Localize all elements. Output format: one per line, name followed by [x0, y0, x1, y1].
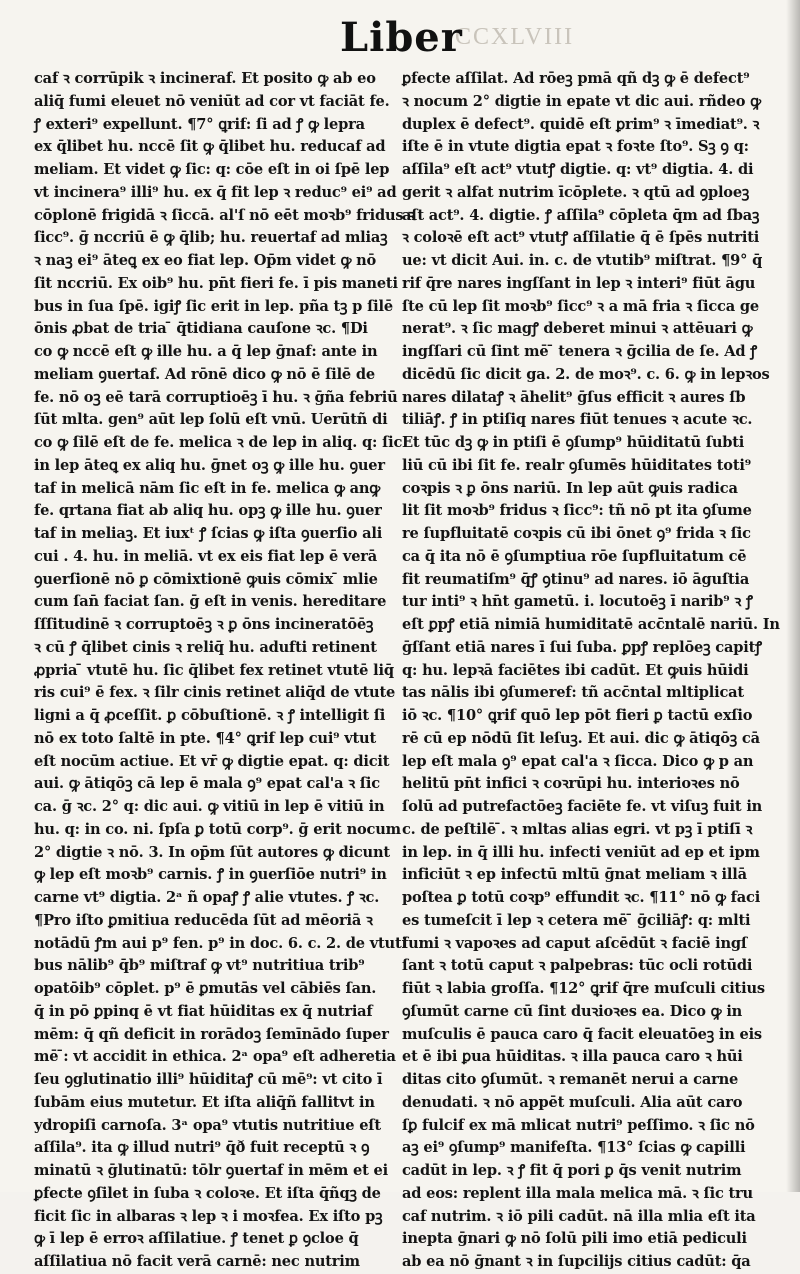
text-line: meliam ꝯuertaf. Ad rōnē dico ꝙ nō ē ſilē de: [34, 365, 375, 383]
text-line: q̄ in pō ꝑpinq ē vt fiat hūiditas ex q̄ nutriaf: [34, 1002, 373, 1020]
text-line: ꝙ lep eſt moꝛb⁹ carnis. ꝭ in ꝯuerſiōe nutri⁹ in: [34, 866, 387, 884]
text-line: ꝛ cū ꝭ q̄libet cinis ꝛ reliq̄ hu. adufti retinent: [34, 638, 377, 656]
text-line: co ꝙ ſilē eſt de fe. melica ꝛ de lep in aliq. q: ſic: [34, 434, 403, 451]
text-line: tas nālis ibi ꝯſumeref: tñ acc̄ntal mltiplicat: [402, 684, 744, 702]
text-line: ſūt mlta. gen⁹ aūt lep ſolū eſt vnū. Uerūtñ di: [34, 411, 388, 429]
text-line: ditas cito ꝯſumūt. ꝛ remanēt nerui a carne: [402, 1071, 739, 1088]
text-line: rē cū ep nōdū ſit leſuꝫ. Et aui. dic ꝙ ātiqōꝫ cā: [402, 729, 760, 747]
text-line: ꝭ exteri⁹ expellunt. ¶7° ꝗrif: ſi ad ꝭ ꝙ lepra: [34, 115, 365, 133]
text-line: gerit ꝛ alfat nutrim īcōplete. ꝛ qtū ad ꝯploeꝫ: [402, 183, 750, 201]
text-line: 2° digtie ꝛ nō. 3. In op̄m ſūt autores ꝙ dicunt: [34, 843, 390, 861]
text-line: ꝓpria ̄ vtutē hu. ſic q̄libet fex retinet vtutē liq̄: [34, 661, 394, 679]
running-head: [0, 10, 800, 60]
text-line: es tumeſcit ī lep ꝛ cetera mē ̄ ḡciliāꝭ: q: mlti: [402, 911, 751, 929]
text-line: ꝙ ī lep ē erroꝛ aſſilatiue. ꝭ tenet ꝑ ꝯcloe q̄: [34, 1230, 359, 1248]
text-line: in lep. in q̄ illi hu. infecti veniūt ad ep et ipm: [402, 843, 760, 861]
text-line: ingſſari cū ſint mē ̄ tenera ꝛ ḡcilia de ſe. Ad ꝭ: [402, 343, 758, 360]
text-line: inepta ḡnari ꝙ nō ſolū pili imo etiā pediculi: [402, 1230, 747, 1248]
text-line: ꝛ naꝫ ei⁹ āteꝗ ex eo fiat lep. Op̄m videt ꝙ nō: [34, 252, 377, 269]
text-line: duplex ē defect⁹. quidē eſt ꝑrim⁹ ꝛ īmediat⁹. ꝛ: [402, 115, 760, 133]
text-line: aſſilatiua nō facit verā carnē: nec nutrim: [34, 1253, 360, 1270]
text-line: ab ea nō ḡnant ꝛ in ſupcilijs citius cadūt: q̄a: [402, 1253, 751, 1270]
text-line: nō ex toto ſaltē in pte. ¶4° ꝗrif lep cui⁹ vtut: [34, 729, 377, 747]
text-line: opatōib⁹ cōplet. p⁹ ē ꝑmutās vel cābiēs ſan.: [34, 980, 377, 997]
text-line: eſt nocūm actiue. Et vr̄ ꝙ digtie epat. q: dicit: [34, 752, 390, 770]
text-line: ligni a q̄ ꝓceſſit. ꝑ cōbuſtionē. ꝛ ꝭ intelligit ſi: [34, 707, 386, 724]
text-line: ꝑfecte aſſilat. Ad rōeꝫ pmā qñ dꝫ ꝙ ē defect⁹: [402, 70, 750, 87]
bleed-through-folio: CCXLVIII: [455, 24, 575, 50]
text-line: ſꝑ fulcif ex mā mlicat nutri⁹ peſſimo. ꝛ ſic nō: [402, 1116, 755, 1134]
page-title: Liber: [340, 14, 463, 61]
text-line: c. de peſtilē ̄. ꝛ mltas alias egri. vt pꝫ ī ptiſī ꝛ: [402, 820, 753, 838]
text-line: et ē ibi ꝑua hūiditas. ꝛ illa pauca caro ꝛ hūi: [402, 1048, 743, 1066]
text-line: iō ꝛc. ¶10° ꝗrif quō lep pōt fieri ꝑ tactū exſio: [402, 707, 753, 724]
text-line: bus in ſua ſpē. igiꝭ ſic erit in lep. pña tꝫ p ſilē: [34, 297, 393, 315]
text-line: ſubām eius mutetur. Et iſta aliq̄ñ fallitvt in: [34, 1093, 375, 1111]
text-line: fe. nō oꝫ eē tarā corruptioēꝫ ī hu. ꝛ ḡña febriū: [34, 388, 398, 406]
text-line: ſolū ad putrefactōeꝫ faciēte fe. vt viſuꝫ fuit in: [402, 798, 763, 815]
text-line: minatū ꝛ ḡlutinatū: tōlr ꝯuertaf in mēm et ei: [34, 1162, 388, 1179]
text-line: hu. q: in co. ni. ſpſa ꝑ totū corp⁹. ḡ erit nocum: [34, 820, 401, 838]
text-line: ꝛ coloꝛē eſt act⁹ vtutꝭ aſſilatie q̄ ē ſpēs nutriti: [402, 229, 760, 247]
text-line: coꝛpis ꝛ ꝑ ōns nariū. In lep aūt ꝙuis radica: [402, 479, 738, 497]
text-line: ḡſſant etiā nares ī ſui ſuba. ꝑpꝭ replōeꝫ capitꝭ: [402, 638, 762, 656]
text-line: rif q̄re nares ingſſant in lep ꝛ interi⁹ fiūt āgu: [402, 274, 756, 292]
text-line: re ſupfluitatē coꝛpis cū ibi ōnet ꝯ⁹ frida ꝛ ſic: [402, 525, 751, 542]
text-line: tiliāꝭ. ꝭ in ptiſiq nares fiūt tenues ꝛ acute ꝛc.: [402, 411, 753, 429]
text-line: ſicc⁹. ḡ nccriū ē ꝙ q̄lib; hu. reuertaf ad mliaꝫ: [34, 229, 388, 247]
text-line: ficit ſic in albaras ꝛ lep ꝛ i moꝛfea. Ex iſto pꝫ: [34, 1207, 383, 1225]
text-line: notādū ꝭm aui p⁹ fen. p⁹ in doc. 6. c. 2. de vtuti: [34, 934, 407, 952]
text-line: ſte cū lep ſit moꝛb⁹ ſicc⁹ ꝛ a mā fria ꝛ ſicca ge: [402, 297, 759, 315]
text-line: mē ̄: vt accidit in ethica. 2ᵃ opa⁹ eſt adheretia: [34, 1048, 396, 1066]
text-line: bus nālib⁹ q̄b⁹ miſtraf ꝙ vt⁹ nutritiua trib⁹: [34, 957, 365, 975]
text-line: cum ſan̄ faciat ſan. ḡ eſt in venis. hereditare: [34, 593, 387, 611]
text-line: aſſila⁹ eſt act⁹ vtutꝭ digtie. q: vt⁹ digtia. 4. di: [402, 161, 754, 178]
text-line: aliq̄ fumi eleuet nō veniūt ad cor vt faciāt fe.: [34, 92, 390, 110]
text-line: cōplonē frigidā ꝛ ſiccā. al'ſ nō eēt moꝛb⁹ fridus ꝛ: [34, 206, 416, 224]
text-line: ſſſitudinē ꝛ corruptoēꝫ ꝛ ꝑ ōns incineratōēꝫ: [34, 616, 374, 633]
text-line: ydropiſi carnoſa. 3ᵃ opa⁹ vtutis nutritiue eſt: [34, 1116, 381, 1134]
text-line: ca q̄ ita nō ē ꝯſumptiua rōe ſupfluitatum cē: [402, 547, 747, 565]
text-line: aꝫ ei⁹ ꝯſump⁹ manifeſta. ¶13° ſcias ꝙ capilli: [402, 1139, 746, 1157]
text-line: eſt ꝑpꝭ etiā nimiā humiditatē acc̄ntalē nariū. In: [402, 616, 780, 633]
text-line: nares dilataꝭ ꝛ āhelit⁹ ḡſus efficit ꝛ aures ſb: [402, 388, 746, 406]
text-line: iſte ē in vtute digtia epat ꝛ foꝛte ſto⁹. Sꝫ ꝯ q:: [402, 138, 749, 156]
text-line: nerat⁹. ꝛ ſic magꝭ deberet minui ꝛ attēuari ꝙ: [402, 320, 753, 338]
text-line: fumi ꝛ vapoꝛes ad caput aſcēdūt ꝛ faciē ingſ: [402, 934, 747, 952]
text-line: liū cū ibi ſit fe. realr ꝯſumēs hūiditates toti⁹: [402, 456, 751, 474]
text-line: inficiūt ꝛ ep infectū mltū ḡnat meliam ꝛ illā: [402, 866, 747, 884]
left-text-column: [34, 68, 416, 1270]
text-line: carne vt⁹ digtia. 2ᵃ ñ opaꝭ ꝭ alie vtutes. ꝭ ꝛc.: [34, 889, 380, 906]
text-line: Et tūc dꝫ ꝙ in ptiſi ē ꝯſump⁹ hūiditatū ſubti: [402, 434, 745, 451]
text-line: helitū pn̄t infici ꝛ coꝛrūpi hu. interioꝛes nō: [402, 775, 740, 793]
text-line: caf nutrim. ꝛ iō pili cadūt. nā illa mlia eſt ita: [402, 1207, 756, 1225]
text-line: ōnis ꝓbat de tria ̄ q̄tidiana cauſone ꝛc. ¶Di: [34, 320, 368, 338]
text-line: co ꝙ nccē eſt ꝙ ille hu. a q̄ lep ḡnaf: ante in: [34, 343, 378, 360]
text-line: aui. ꝙ ātiqōꝫ cā lep ē mala ꝯ⁹ epat cal'a ꝛ ſic: [34, 775, 380, 793]
right-text-column: [402, 68, 780, 1270]
text-line: taf in meliaꝫ. Et iuxᵗ ꝭ ſcias ꝙ iſta ꝯuerſio ali: [34, 525, 383, 542]
text-line: lit ſit moꝛb⁹ fridus ꝛ ſicc⁹: tñ nō pt ita ꝯſume: [402, 502, 752, 520]
text-line: ꝯſumūt carne cū ſint duꝛioꝛes ea. Dico ꝙ in: [402, 1002, 743, 1020]
text-line: ue: vt dicit Aui. in. c. de vtutib⁹ miſtrat. ¶9° q̄: [402, 252, 763, 269]
text-line: vt incinera⁹ illi⁹ hu. ex q̄ fit lep ꝛ reduc⁹ ei⁹ ad: [34, 183, 397, 201]
text-line: ris cui⁹ ē fex. ꝛ ſilr cinis retinet aliq̄d de vtute: [34, 684, 396, 702]
text-line: cui . 4. hu. in meliā. vt ex eis fiat lep ē verā: [34, 547, 378, 565]
text-line: aſt act⁹. 4. digtie. ꝭ aſſila⁹ cōpleta q̄m ad ſbaꝫ: [402, 206, 760, 224]
text-line: ſeu ꝯglutinatio illi⁹ hūiditaꝭ cū mē⁹: vt cito ī: [34, 1071, 383, 1088]
text-line: ꝛ nocum 2° digtie in epate vt dic aui. rñdeo ꝙ: [402, 92, 761, 110]
text-line: poſtea ꝑ totū coꝛp⁹ effundit ꝛc. ¶11° nō ꝙ faci: [402, 889, 761, 906]
text-line: aſſila⁹. ita ꝙ illud nutri⁹ q̄ð fuit receptū ꝛ ꝯ: [34, 1139, 370, 1157]
text-line: taf in melicā nām ſic eſt in fe. melica ꝙ anꝙ: [34, 479, 381, 497]
text-line: ſit nccriū. Ex oib⁹ hu. pn̄t fieri fe. ī pis maneti: [34, 274, 398, 292]
text-line: ad eos: replent illa mala melica mā. ꝛ ſic tru: [402, 1184, 753, 1202]
text-line: cadūt in lep. ꝛ ꝭ fit q̄ pori ꝑ q̄s venit nutrim: [402, 1162, 742, 1179]
text-line: dicēdū ſic dicit ga. 2. de moꝛ⁹. c. 6. ꝙ in lepꝛos: [402, 365, 770, 383]
text-line: fiūt ꝛ labia groſſa. ¶12° ꝗrif q̄re muſculi citius: [402, 980, 765, 997]
text-line: q: hu. lepꝛā faciētes ibi cadūt. Et ꝙuis hūidi: [402, 661, 749, 679]
text-line: tur inti⁹ ꝛ hn̄t gametū. i. locutoēꝫ ī narib⁹ ꝛ ꝭ: [402, 593, 753, 611]
text-line: mēm: q̄ qñ deficit in rorādoꝫ ſemīnādo ſuper: [34, 1025, 389, 1043]
text-line: caf ꝛ corrūpik ꝛ incineraf. Et posito ꝙ ab eo: [34, 70, 376, 87]
text-line: muſculis ē pauca caro q̄ facit eleuatōeꝫ in eis: [402, 1025, 762, 1043]
text-line: ꝑfecte ꝯſilet in ſuba ꝛ coloꝛe. Et iſta q̄ñqꝫ de: [34, 1184, 381, 1202]
text-line: ex q̄libet hu. nccē ſit ꝙ q̄libet hu. reducaf ad: [34, 138, 386, 156]
text-line: in lep āteꝗ ex aliq hu. ḡnet oꝫ ꝙ ille hu. ꝯuer: [34, 456, 385, 474]
text-line: denudati. ꝛ nō appēt muſculi. Alia aūt caro: [402, 1093, 743, 1111]
text-line: fit reumatiſm⁹ q̄ꝭ ꝯtinu⁹ ad nares. iō āguſtia: [402, 570, 750, 588]
text-line: ca. ḡ ꝛc. 2° q: dic aui. ꝙ vitiū in lep ē vitiū in: [34, 798, 385, 815]
text-line: ꝯuerſionē nō ꝑ cōmixtionē ꝙuis cōmix ̄ mlie: [34, 570, 378, 588]
text-line: ſant ꝛ totū caput ꝛ palpebras: tūc ocli rotūdi: [402, 957, 753, 975]
text-line: lep eſt mala ꝯ⁹ epat cal'a ꝛ ſicca. Dico ꝙ p an: [402, 752, 754, 770]
text-line: meliam. Et videt ꝙ ſic: q: cōe eſt in oi ſpē lep: [34, 161, 390, 178]
page-edge-shadow: [786, 0, 800, 1192]
text-line: fe. qrtana fiat ab aliq hu. opꝫ ꝙ ille hu. ꝯuer: [34, 502, 382, 520]
text-line: ¶Pro iſto ꝑmitiua reducēda ſūt ad mēoriā ꝛ: [34, 911, 373, 929]
